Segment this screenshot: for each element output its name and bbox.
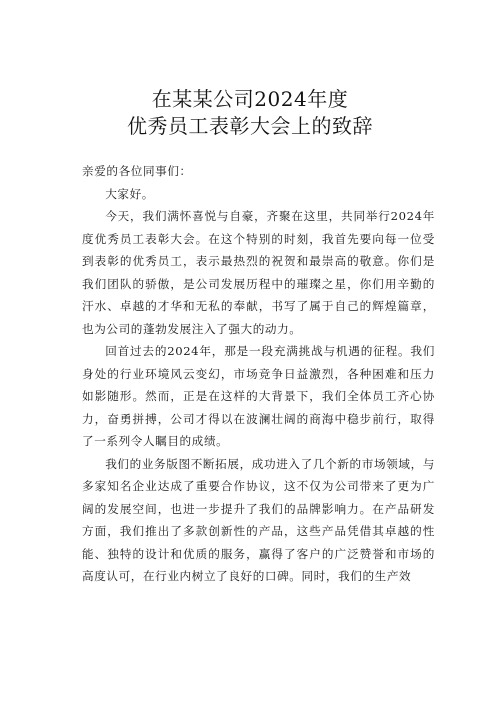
paragraph-greeting: 大家好。 (105, 186, 154, 201)
paragraph-opening: 今天，我们满怀喜悦与自豪，齐聚在这里，共同举行2024年度优秀员工表彰大会。在这个特别的时刻，我首先要向每一位受到表彰的优秀员工，表示最热烈的祝贺和最崇高的敬意。你们是我们团队的骄傲，是公司发展历程中的璀璨之星，你们用辛勤的汗水、卓越的才华和无私的奉献，书写了属于自己的辉煌篇章，也为公司的蓬勃发展注入了强大的动力。 (82, 209, 435, 336)
salutation: 亲爱的各位同事们： (82, 164, 192, 178)
paragraph-achievements: 我们的业务版图不断拓展，成功进入了几个新的市场领域，与多家知名企业达成了重要合作协议，这不仅为公司带来了更为广阔的发展空间，也进一步提升了我们的品牌影响力。在产品研发方面，我们推出了多款创新性的产品，这些产品凭借其卓越的性能、独特的设计和优质的服务，赢得了客户的广泛赞誉和市场的高度认可，在行业内树立了良好的口碑。同时，我们的生产效 (82, 456, 435, 583)
title-line-1: 在某某公司2024年度 (151, 87, 349, 111)
title-line-2: 优秀员工表彰大会上的致辞 (127, 114, 373, 138)
speech-body (82, 160, 435, 588)
paragraph-review: 回首过去的2024年，那是一段充满挑战与机遇的征程。我们身处的行业环境风云变幻，市场竞争日益激烈，各种困难和压力如影随形。然而，正是在这样的大背景下，我们全体员工齐心协力，奋勇拼搏，公司才得以在波澜壮阔的商海中稳步前行，取得了一系列令人瞩目的成绩。 (82, 344, 435, 448)
